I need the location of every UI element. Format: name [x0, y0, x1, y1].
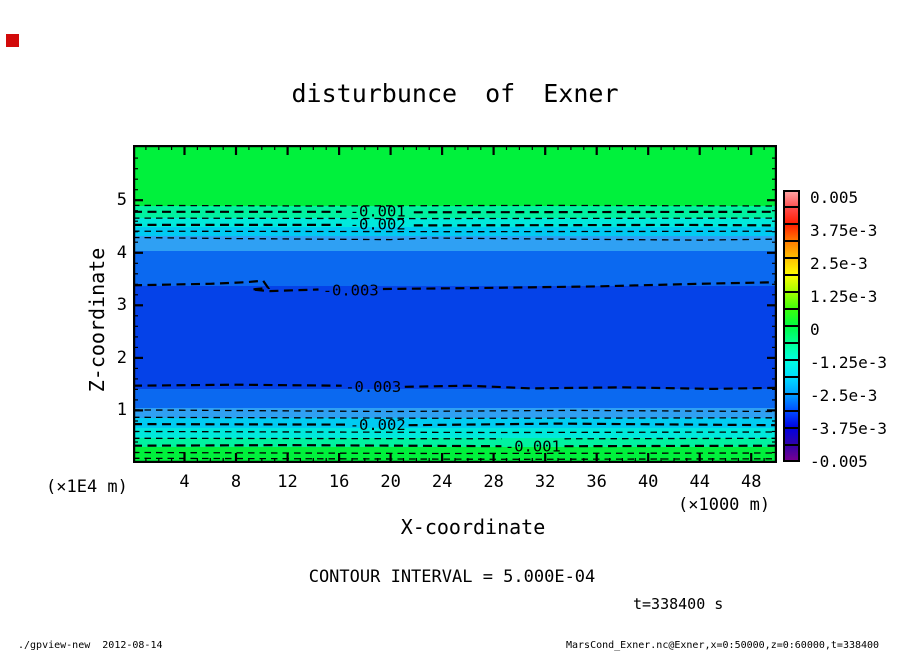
x-tick-label: 12	[277, 472, 298, 492]
colorbar-label: -0.005	[810, 452, 868, 471]
tone-band	[133, 428, 777, 439]
footer-left: ./gpview-new 2012-08-14	[18, 640, 163, 651]
contour-label: -0.001	[349, 202, 406, 221]
colorbar-label: -3.75e-3	[810, 419, 888, 438]
colorbar-label: 2.5e-3	[810, 254, 868, 273]
footer-right: MarsCond_Exner.nc@Exner,x=0:50000,z=0:60000,t=338400	[566, 640, 880, 651]
colorbar-label: 1.25e-3	[810, 287, 878, 306]
contour-label: -0.003	[345, 378, 402, 396]
contour-label: -0.001	[504, 437, 561, 456]
contour-label: -0.002	[349, 416, 406, 435]
x-tick-label: 8	[230, 472, 242, 492]
z-tick-label: 3	[116, 295, 127, 316]
colorbar-label: 0.005	[810, 188, 859, 207]
contour-plot-area	[133, 145, 777, 463]
z-tick-label: 2	[116, 347, 127, 368]
x-tick-label: 40	[637, 472, 659, 492]
contour-label: -0.002	[349, 215, 406, 234]
x-tick-label: 16	[328, 472, 350, 492]
x-tick-label: 32	[534, 472, 556, 492]
contour-line	[133, 424, 347, 425]
time-note: t=338400 s	[633, 595, 724, 613]
x-tick-label: 24	[431, 472, 453, 492]
tone-band	[133, 286, 777, 390]
contour-label: -0.003	[322, 281, 379, 300]
x-axis-unit: (×1000 m)	[678, 495, 771, 515]
x-tick-label: 4	[179, 472, 190, 492]
x-tick-label: 20	[380, 472, 401, 492]
red-square-marker	[6, 34, 19, 47]
tone-band	[133, 418, 777, 429]
colorbar-label: -1.25e-3	[810, 353, 888, 372]
x-tick-label: 44	[689, 472, 710, 492]
contour-interval-note: CONTOUR INTERVAL = 5.000E-04	[308, 567, 596, 587]
colorbar	[783, 190, 800, 462]
z-axis-unit: (×1E4 m)	[46, 477, 128, 497]
tone-band	[133, 389, 777, 409]
tone-band	[133, 251, 777, 287]
z-axis-title: Z-coordinate	[85, 247, 109, 393]
page-title: disturbunce of Exner	[291, 79, 619, 108]
z-tick-label: 4	[116, 242, 127, 263]
colorbar-label: 0	[810, 320, 820, 339]
x-tick-label: 48	[740, 472, 762, 492]
z-tick-label: 1	[116, 400, 127, 421]
x-tick-label: 28	[483, 472, 504, 492]
contour-line	[133, 385, 342, 386]
x-axis-title: X-coordinate	[400, 515, 546, 539]
x-tick-label: 36	[586, 472, 607, 492]
z-tick-label: 5	[116, 190, 127, 211]
contour-line	[565, 446, 778, 447]
tone-band	[133, 145, 777, 207]
colorbar-label: -2.5e-3	[810, 386, 878, 405]
tone-band	[133, 218, 777, 228]
colorbar-label: 3.75e-3	[810, 221, 878, 240]
